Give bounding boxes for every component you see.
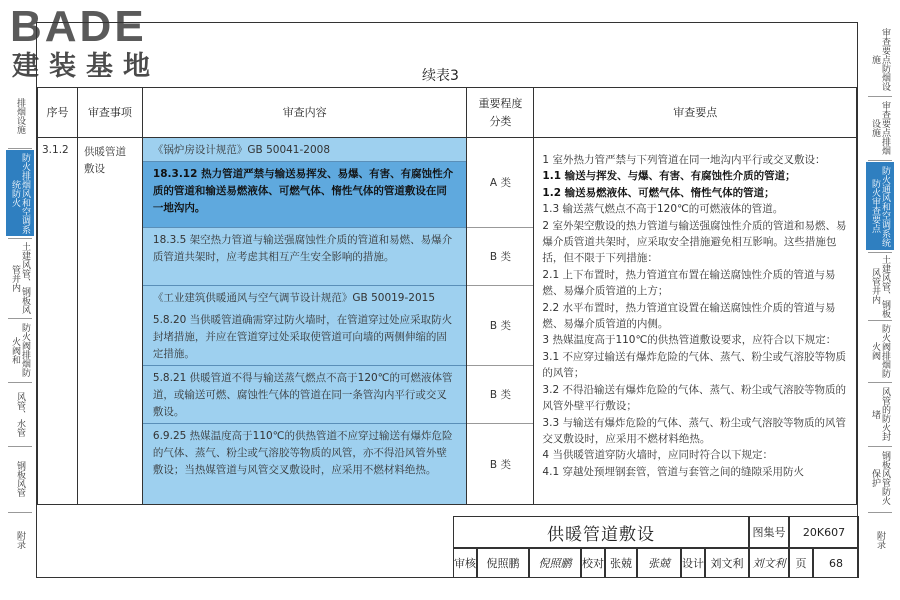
level-4: B 类 <box>467 424 533 504</box>
header-points: 审查要点 <box>534 88 857 138</box>
header-level: 重要程度分类 <box>467 88 534 138</box>
design-label: 设计 <box>681 548 705 578</box>
row-points <box>534 138 857 505</box>
point-9: 3.2 不得沿输送有爆炸危险的气体、蒸气、粉尘或气溶胶等物质的风管外壁平行敷设； <box>542 383 846 413</box>
level-0: A 类 <box>467 138 533 228</box>
point-1: 1.1 输送与挥发、与爆、有害、有腐蚀性介质的管道； <box>542 170 796 183</box>
content-block-3: 《工业建筑供暖通风与空气调节设计规范》GB 50019-2015 <box>143 286 467 308</box>
review-table <box>37 87 857 505</box>
page-title: 续表3 <box>422 68 459 84</box>
right-tab-4[interactable]: 防火阀排烟防火阀 <box>870 324 890 378</box>
left-tab-6[interactable]: 附录 <box>15 531 25 549</box>
table-row <box>38 138 857 505</box>
right-tab-0[interactable]: 审查要点防烟设施 <box>870 27 890 91</box>
right-tab-6[interactable]: 钢板风管防火保护 <box>870 451 890 505</box>
point-11: 4 当供暖管道穿防火墙时，应同时符合以下规定： <box>542 449 773 462</box>
left-tab-2[interactable]: 土建风管、钢板风管并内 <box>10 242 30 314</box>
point-4: 2 室外架空敷设的热力管道与输送强腐蚀性介质的管道和易燃、易爆介质管道共架时，应采取安全措施避免相互影响。这些措施包括，但不限于下列措施： <box>542 219 847 265</box>
right-tab-3[interactable]: 土建风管、钢板风管井内 <box>870 254 890 318</box>
designer-name: 刘文利 <box>705 548 749 578</box>
point-5: 2.1 上下布置时，热力管道宜布置在输送腐蚀性介质的管道与易燃、易爆介质管道的上方； <box>542 268 836 298</box>
content-block-4: 5.8.20 当供暖管道确需穿过防火墙时，在管道穿过处应采取防火封堵措施，并应在管道穿过处采取使管道可向墙的两侧伸缩的固定措施。 <box>143 308 467 366</box>
table-header-row <box>38 88 857 138</box>
reviewer-name: 倪照鹏 <box>477 548 529 578</box>
row-level <box>467 138 534 505</box>
document-frame <box>36 22 858 578</box>
point-7: 3 热媒温度高于110℃的供热管道敷设要求，应符合以下规定： <box>542 334 837 347</box>
designer-signature: 刘文利 <box>749 548 789 578</box>
content-block-5: 5.8.21 供暖管道不得与输送蒸气燃点不高于120℃的可燃液体管道，或输送可燃、腐蚀性气体的管道在同一条管沟内平行或交叉敷设。 <box>143 366 467 424</box>
reviewer-signature: 倪照鹏 <box>529 548 581 578</box>
checker-name: 张兢 <box>605 548 637 578</box>
page-number: 68 <box>813 548 859 578</box>
point-8: 3.1 不应穿过输送有爆炸危险的气体、蒸气、粉尘或气溶胶等物质的风管； <box>542 350 846 380</box>
left-tab-1[interactable]: 防火排烟风和空调系统防火 <box>6 150 34 236</box>
point-2: 1.2 输送易燃液体、可燃气体、惰性气体的管道； <box>542 186 775 199</box>
level-1: B 类 <box>467 228 533 286</box>
right-tab-7[interactable]: 附录 <box>875 531 885 549</box>
row-seq: 3.1.2 <box>38 138 78 505</box>
right-tab-2[interactable]: 防火通风和空调系统防火审查要点 <box>866 162 894 250</box>
logo-chinese-text: 建装基地 <box>12 51 160 82</box>
logo-latin-text: BADE <box>10 2 147 51</box>
content-block-0: 《锅炉房设计规范》GB 50041-2008 <box>143 138 467 162</box>
left-tab-strip <box>6 14 34 586</box>
content-block-2: 18.3.5 架空热力管道与输送强腐蚀性介质的管道和易燃、易爆介质管道共架时，应考虑其相互产生安全影响的措施。 <box>143 228 467 286</box>
left-tab-4[interactable]: 风管、水管 <box>15 391 25 437</box>
check-label: 校对 <box>581 548 605 578</box>
left-tab-0[interactable]: 排烟设施 <box>15 98 25 134</box>
title-block <box>453 516 859 578</box>
row-item: 供暖管道敷设 <box>77 138 142 505</box>
drawing-title: 供暖管道敷设 <box>453 516 749 548</box>
review-label: 审核 <box>453 548 477 578</box>
right-tab-1[interactable]: 审查要点排烟设施 <box>870 101 890 155</box>
left-tab-5[interactable]: 钢板风管 <box>15 461 25 497</box>
left-tab-3[interactable]: 防火阀排烟防火阀和 <box>10 323 30 377</box>
row-content <box>142 138 467 505</box>
header-seq: 序号 <box>38 88 78 138</box>
right-tab-strip <box>866 14 894 586</box>
atlas-number: 20K607 <box>789 516 859 548</box>
right-tab-5[interactable]: 风管的防火封堵 <box>870 387 890 441</box>
point-3: 1.3 输送蒸气燃点不高于120℃的可燃液体的管道。 <box>542 203 784 216</box>
page-label: 页 <box>789 548 813 578</box>
header-item: 审查事项 <box>77 88 142 138</box>
point-12: 4.1 穿越处预埋钢套管，管道与套管之间的缝隙采用防火 <box>542 465 804 478</box>
point-0: 1 室外热力管严禁与下列管道在同一地沟内平行或交叉敷设： <box>542 154 826 166</box>
content-block-6: 6.9.25 热媒温度高于110℃的供热管道不应穿过输送有爆炸危险的气体、蒸气、粉尘或气溶胶等物质的风管，亦不得沿风管外壁敷设；当热媒管道与风管交叉敷设时，应采用不燃材料绝热。 <box>143 424 467 504</box>
header-content: 审查内容 <box>142 88 467 138</box>
checker-signature: 张兢 <box>637 548 681 578</box>
level-3: B 类 <box>467 366 533 424</box>
atlas-label: 图集号 <box>749 516 789 548</box>
level-2: B 类 <box>467 286 533 366</box>
point-10: 3.3 与输送有爆炸危险的气体、蒸气、粉尘或气溶胶等物质的风管交叉敷设时，应采用不燃材料绝热。 <box>542 416 846 445</box>
content-block-1: 18.3.12 热力管道严禁与输送易挥发、易爆、有害、有腐蚀性介质的管道和输送易燃液体、可燃气体、惰性气体的管道敷设在同一地沟内。 <box>143 162 467 228</box>
point-6: 2.2 水平布置时，热力管道宜设置在输送腐蚀性介质的管道与易燃、易爆介质管道的内侧。 <box>542 301 836 331</box>
title-band <box>37 23 857 87</box>
